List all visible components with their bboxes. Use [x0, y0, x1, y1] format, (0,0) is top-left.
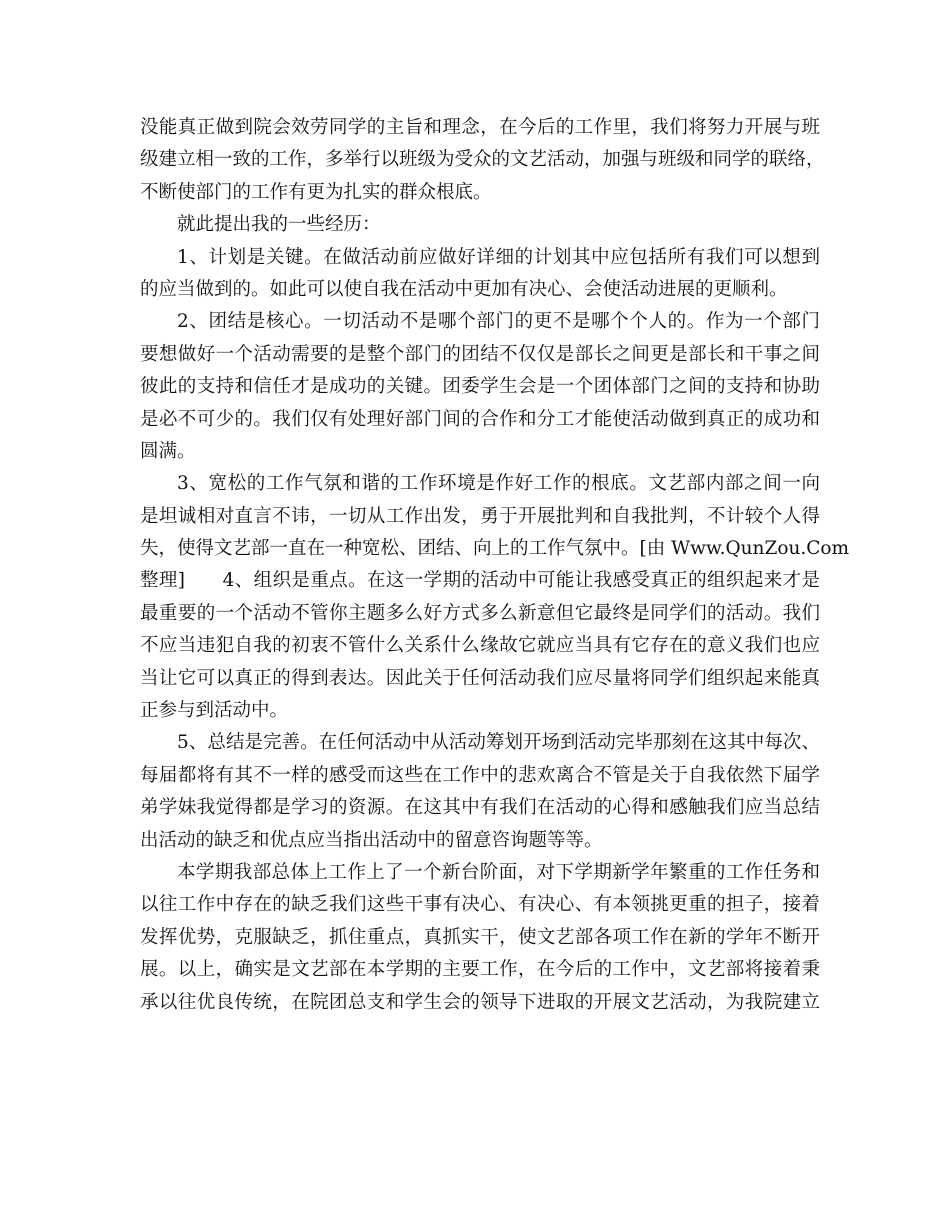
text-line-2: 级建立相一致的工作，多举行以班级为受众的文艺活动，加强与班级和同学的联络，: [140, 149, 825, 171]
text-line-26: 发挥优势，克服缺乏，抓住重点，真抓实干，使文艺部各项工作在新的学年不断开: [140, 926, 820, 948]
text-line-9: 彼此的支持和信任才是成功的关键。团委学生会是一个团体部门之间的支持和协助: [140, 376, 820, 398]
text-line-4: 就此提出我的一些经历：: [177, 214, 381, 236]
text-line-6: 的应当做到的。如此可以使自我在活动中更加有决心、会使活动进展的更顺利。: [140, 278, 788, 300]
text-line-12: 3、宽松的工作气氛和谐的工作环境是作好工作的根底。文艺部内部之间一向: [177, 473, 820, 495]
text-line-15: 整理] 4、组织是重点。在这一学期的活动中可能让我感受真正的组织起来才是: [140, 570, 820, 592]
text-line-16: 最重要的一个活动不管你主题多么好方式多么新意但它最终是同学们的活动。我们: [140, 602, 820, 624]
text-line-20: 5、总结是完善。在任何活动中从活动筹划开场到活动完毕那刻在这其中每次、: [177, 732, 820, 754]
text-line-18: 当让它可以真正的得到表达。因此关于任何活动我们应尽量将同学们组织起来能真: [140, 667, 820, 689]
text-line-25: 以往工作中存在的缺乏我们这些干事有决心、有决心、有本领挑更重的担子，接着: [140, 894, 820, 916]
text-line-24: 本学期我部总体上工作上了一个新台阶面，对下学期新学年繁重的工作任务和: [177, 861, 820, 883]
text-line-3: 不断使部门的工作有更为扎实的群众根底。: [140, 181, 492, 203]
text-line-21: 每届都将有其不一样的感受而这些在工作中的悲欢离合不管是关于自我依然下届学: [140, 764, 820, 786]
text-line-7: 2、团结是核心。一切活动不是哪个部门的更不是哪个个人的。作为一个部门: [177, 311, 820, 333]
document-body: [140, 112, 850, 1019]
text-line-19: 正参与到活动中。: [140, 700, 289, 722]
text-line-11: 圆满。: [140, 440, 196, 462]
text-line-8: 要想做好一个活动需要的是整个部门的团结不仅仅是部长之间更是部长和干事之间: [140, 343, 820, 365]
text-line-17: 不应当违犯自我的初衷不管什么关系什么缘故它就应当具有它存在的意义我们也应: [140, 635, 820, 657]
text-line-10: 是必不可少的。我们仅有处理好部门间的合作和分工才能使活动做到真正的成功和: [140, 408, 820, 430]
text-line-1: 没能真正做到院会效劳同学的主旨和理念，在今后的工作里，我们将努力开展与班: [140, 117, 820, 138]
text-line-14: 失，使得文艺部一直在一种宽松、团结、向上的工作气氛中。[由 Www.QunZou.Com: [140, 538, 850, 560]
text-line-13: 是坦诚相对直言不讳，一切从工作出发，勇于开展批判和自我批判，不计较个人得: [140, 505, 820, 527]
text-line-28: 承以往优良传统，在院团总支和学生会的领导下进取的开展文艺活动，为我院建立: [140, 991, 820, 1013]
text-line-27: 展。以上，确实是文艺部在本学期的主要工作，在今后的工作中，文艺部将接着秉: [140, 959, 820, 981]
text-line-23: 出活动的缺乏和优点应当指出活动中的留意咨询题等等。: [140, 829, 603, 851]
text-line-22: 弟学妹我觉得都是学习的资源。在这其中有我们在活动的心得和感触我们应当总结: [140, 797, 820, 819]
text-line-5: 1、计划是关键。在做活动前应做好详细的计划其中应包括所有我们可以想到: [177, 246, 820, 268]
